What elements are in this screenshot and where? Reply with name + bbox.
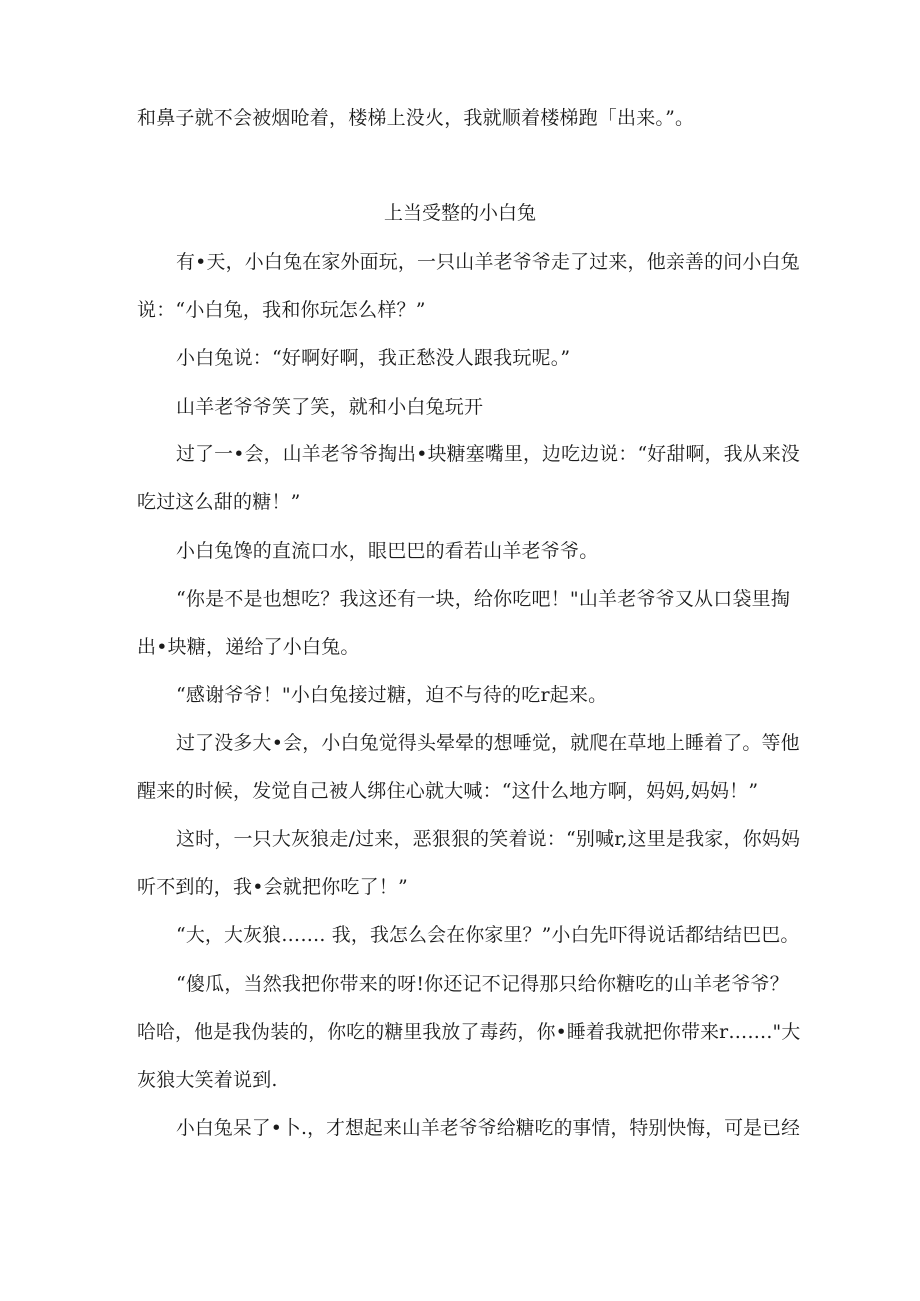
text-line-11: “感谢爷爷！"小白兔接过糖，迫不与待的吃r起来。 <box>176 684 608 706</box>
text-line-5: 山羊老爷爷笑了笑，就和小白兔玩开 <box>176 396 484 418</box>
text-line-14: 这时，一只大灰狼走/过来，恶狠狠的笑着说：“别喊r,这里是我家，你妈妈 <box>176 828 801 850</box>
text-line-6: 过了一•会，山羊老爷爷掏出•块糖塞嘴里，边吃边说：“好甜啊，我从来没 <box>176 443 800 465</box>
text-line-17: “傻瓜，当然我把你带来的呀!你还记不记得那只给你糖吃的山羊老爷爷？ <box>176 973 789 995</box>
text-line-2: 有•天，小白兔在家外面玩，一只山羊老爷爷走了过来，他亲善的问小白兔 <box>176 251 800 273</box>
text-line-9: “你是不是也想吃？我这还有一块，给你吃吧！"山羊老爷爷又从口袋里掏 <box>176 588 791 610</box>
text-line-20: 小白兔呆了•卜.，才想起来山羊老爷爷给糖吃的事情，特别快悔，可是已经 <box>176 1117 801 1139</box>
story-title: 上当受整的小白兔 <box>383 202 536 224</box>
text-line-3: 说：“小白兔，我和你玩怎么样？” <box>137 299 426 321</box>
text-line-19: 灰狼大笑着说到. <box>137 1069 278 1091</box>
text-line-13: 醒来的时候，发觉自己被人绑住心就大喊：“这什么地方啊，妈妈,妈妈！” <box>137 780 759 802</box>
text-line-12: 过了没多大•会，小白兔觉得头晕晕的想唾觉，就爬在草地上睡着了。等他 <box>176 732 800 754</box>
text-line-16: “大，大灰狼……. 我，我怎么会在你家里？”小白先吓得说话都结结巴巴。 <box>176 924 800 946</box>
text-line-1: 和鼻子就不会被烟呛着，楼梯上没火，我就顺着楼梯跑「出来。”。 <box>137 107 695 129</box>
text-line-8: 小白兔馋的直流口水，眼巴巴的看若山羊老爷爷。 <box>176 540 599 562</box>
text-line-18: 哈哈，他是我伪装的，你吃的糖里我放了毒药，你•睡着我就把你带来r……."大 <box>137 1021 801 1043</box>
text-line-15: 听不到的，我•会就把你吃了！” <box>137 876 408 898</box>
text-line-10: 出•块糖，递给了小白兔。 <box>137 636 360 658</box>
text-line-7: 吃过这么甜的糖！” <box>137 491 301 513</box>
text-line-4: 小白兔说：“好啊好啊，我正愁没人跟我玩呢。” <box>176 347 571 369</box>
